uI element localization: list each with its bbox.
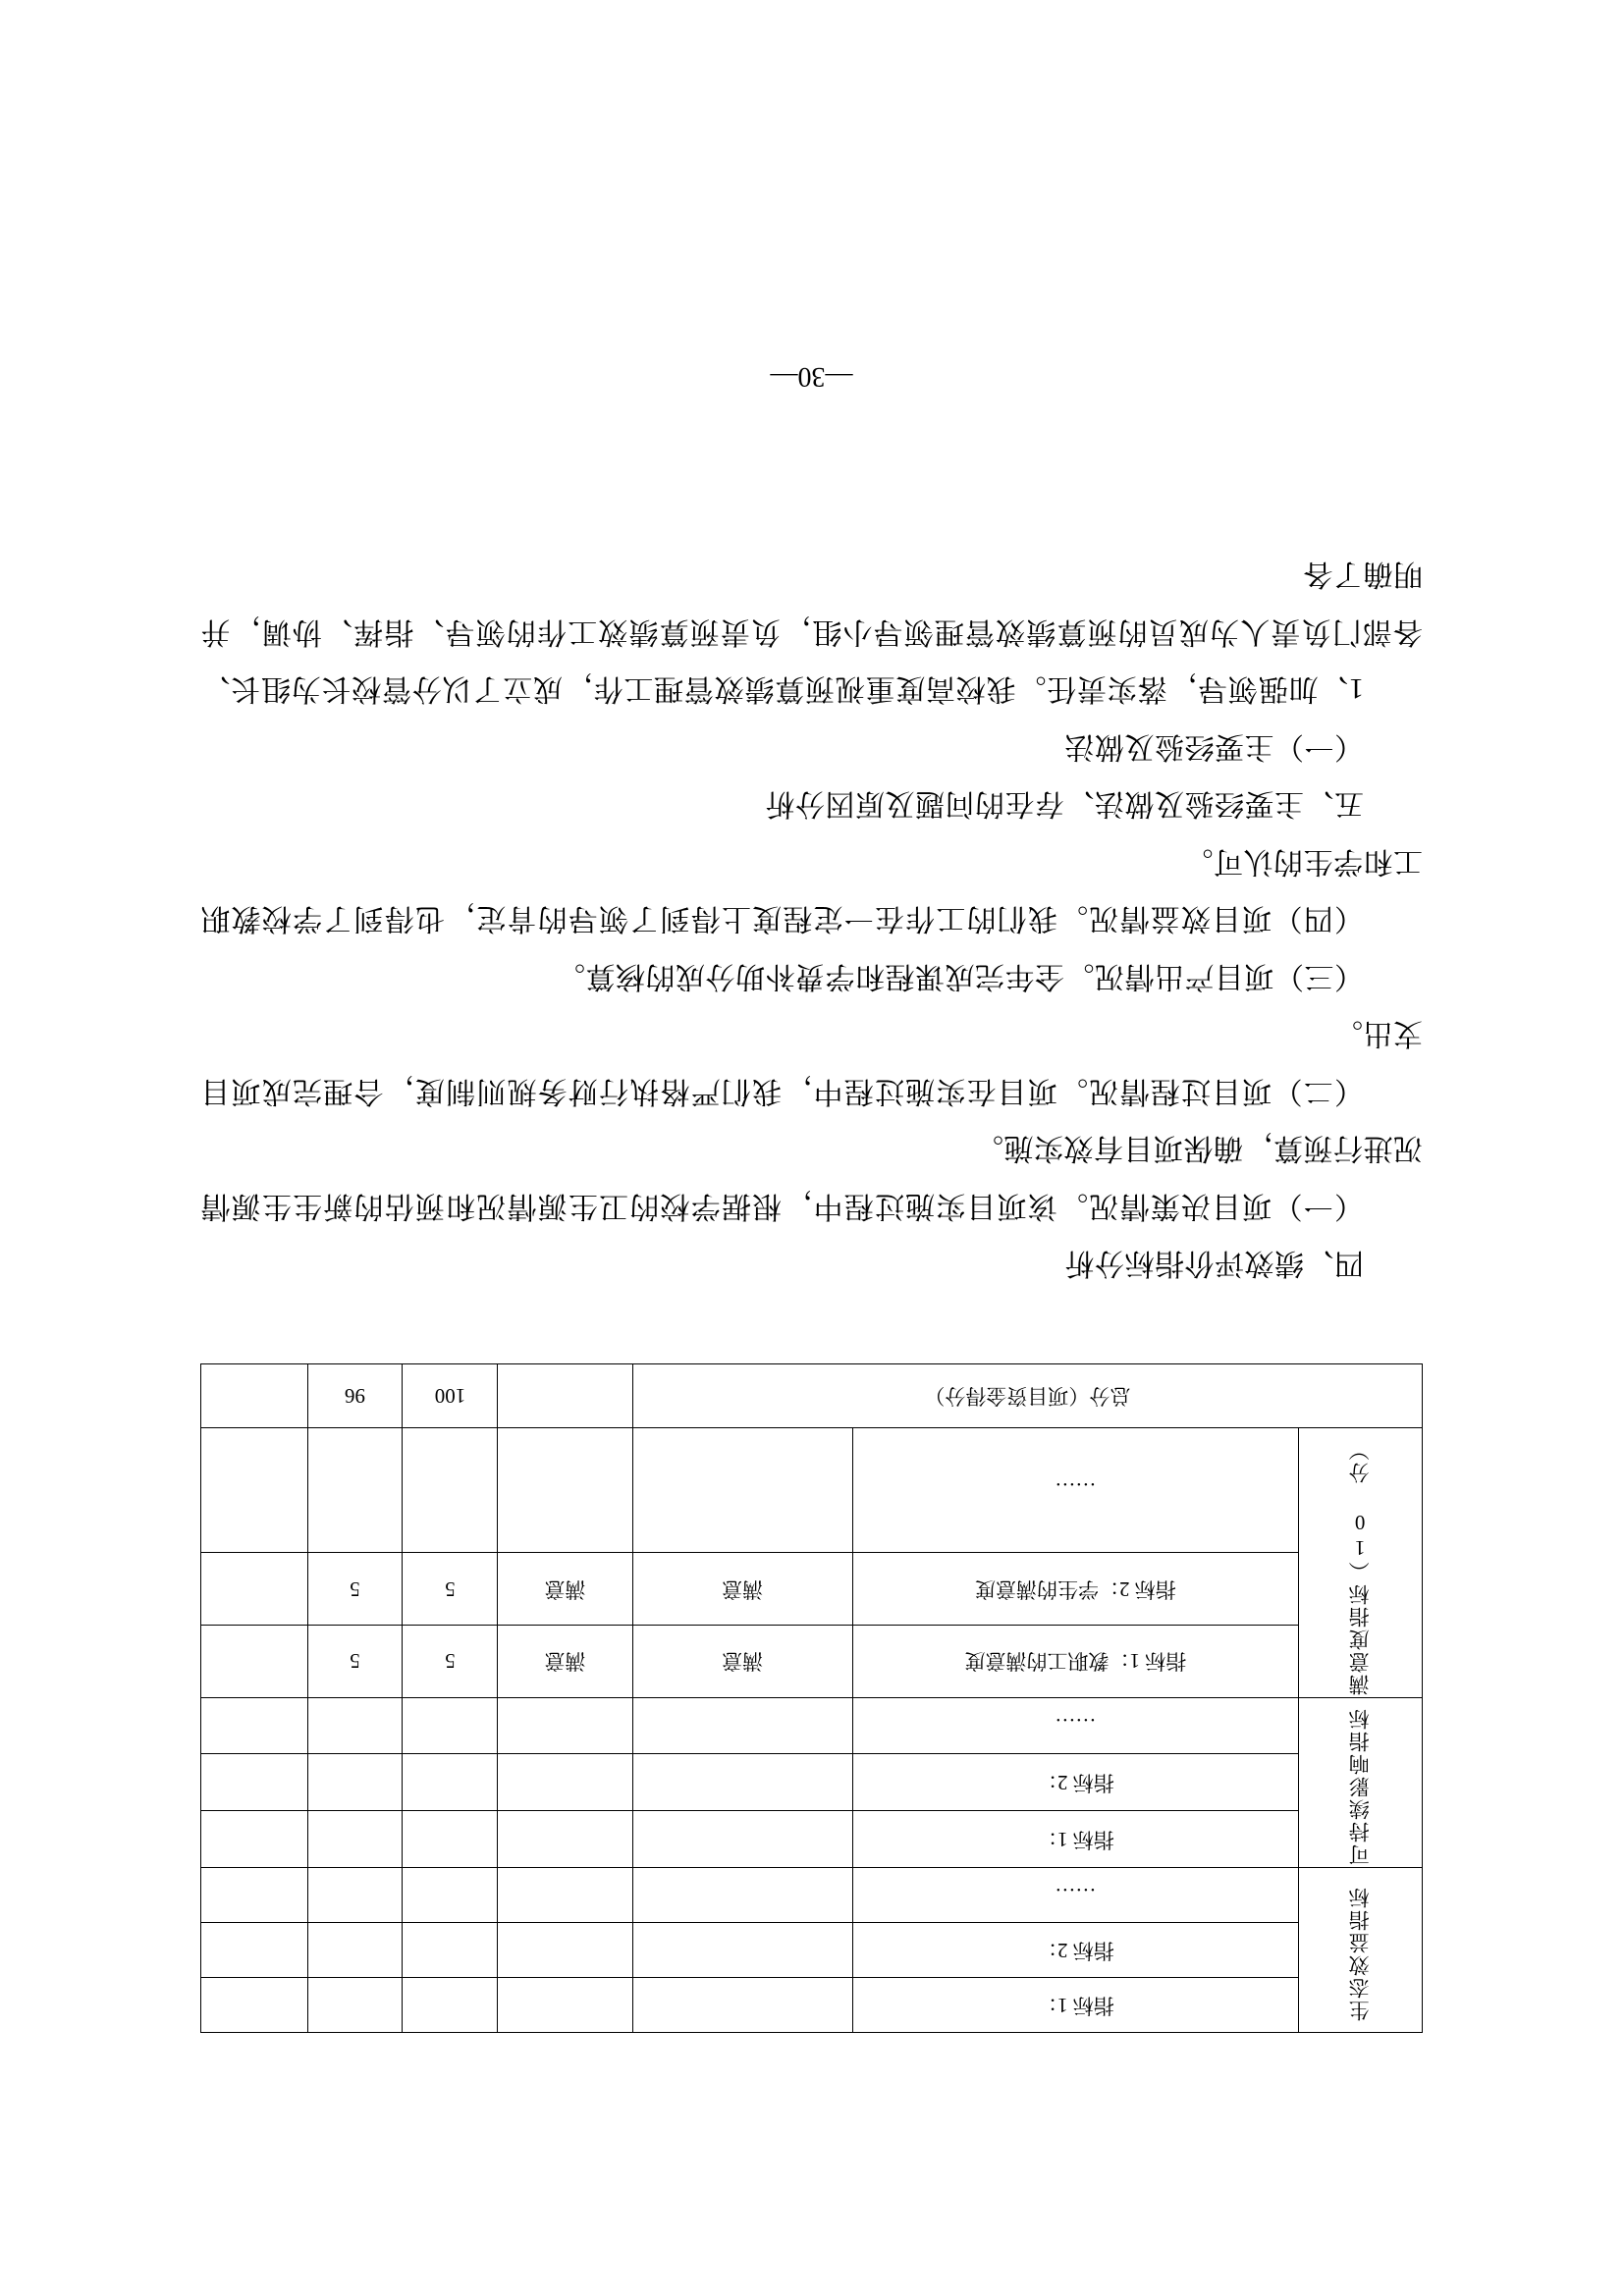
indicator-score-got bbox=[307, 1923, 403, 1978]
section-paragraph-4-2: （二）项目过程情况。项目在实施过程中，我们严格执行财务规则制度，合理完成项目支出。 bbox=[200, 1017, 1423, 1107]
table-total-row bbox=[201, 1364, 1423, 1428]
total-score-full: 100 bbox=[403, 1364, 498, 1428]
section-heading-5-1: （一）主要经验及做法 bbox=[1064, 729, 1364, 763]
indicator-name: 指标 1： bbox=[852, 1978, 1299, 2033]
total-score-got: 96 bbox=[307, 1364, 403, 1428]
indicator-value bbox=[632, 1428, 852, 1553]
indicator-name: 指标 1： bbox=[852, 1811, 1299, 1868]
section-paragraph-4-4: （四）项目效益情况。我们的工作在一定程度上得到了领导的肯定，也得到了学校教职工和学生的认可。 bbox=[200, 844, 1423, 935]
page-number bbox=[200, 360, 1423, 392]
table-row bbox=[201, 1978, 1423, 2033]
indicator-score-got bbox=[307, 1868, 403, 1923]
group-label-satisfaction: 满意度指标（10 分） bbox=[1299, 1428, 1423, 1697]
section-paragraph-4-1: （一）项目决策情况。该项目实施过程中，根据学校的卫生源情况和预估的新生生源情况进行预算，确保项目有效实施。 bbox=[200, 1132, 1423, 1222]
indicator-score-full bbox=[403, 1428, 498, 1553]
report-body bbox=[200, 545, 1423, 1292]
indicator-score-full bbox=[403, 1697, 498, 1754]
indicator-standard bbox=[498, 1978, 632, 2033]
indicator-score-got bbox=[307, 1754, 403, 1811]
indicator-value bbox=[632, 1697, 852, 1754]
indicator-remark bbox=[201, 1754, 308, 1811]
indicator-name: 指标 1：教职工的满意度 bbox=[852, 1625, 1299, 1697]
total-remark bbox=[201, 1364, 308, 1428]
indicator-remark bbox=[201, 1697, 308, 1754]
total-standard bbox=[498, 1364, 632, 1428]
indicator-score-full: 5 bbox=[403, 1552, 498, 1625]
indicator-score-got: 5 bbox=[307, 1625, 403, 1697]
indicator-score-got bbox=[307, 1697, 403, 1754]
section-paragraph-5-1-1: 1、加强领导，落实责任。我校高度重视预算绩效管理工作，成立了以分管校长为组长、各部门负责人为成员的预算绩效管理领导小组，负责预算绩效工作的领导、指挥、协调，并明确了各 bbox=[200, 558, 1423, 706]
indicator-score-full bbox=[403, 1811, 498, 1868]
indicator-score-got: 5 bbox=[307, 1552, 403, 1625]
page-content bbox=[200, 545, 1423, 2033]
table-row bbox=[201, 1697, 1423, 1754]
indicator-name: …… bbox=[852, 1868, 1299, 1923]
indicator-score-got bbox=[307, 1978, 403, 2033]
section-paragraph-4-3: （三）项目产出情况。全年完成课程和学费补助分成的核算。 bbox=[555, 959, 1364, 992]
table-row bbox=[201, 1625, 1423, 1697]
group-label-sustain: 可持续影响指标 bbox=[1299, 1697, 1423, 1867]
indicator-value bbox=[632, 1811, 852, 1868]
indicator-name: 指标 2： bbox=[852, 1923, 1299, 1978]
indicator-standard bbox=[498, 1428, 632, 1553]
indicator-name: …… bbox=[852, 1697, 1299, 1754]
indicator-standard bbox=[498, 1754, 632, 1811]
page-number-text: —30— bbox=[770, 361, 853, 392]
indicator-remark bbox=[201, 1868, 308, 1923]
indicator-remark bbox=[201, 1625, 308, 1697]
indicator-score-got bbox=[307, 1428, 403, 1553]
indicator-standard: 满意 bbox=[498, 1625, 632, 1697]
indicator-remark bbox=[201, 1978, 308, 2033]
indicator-remark bbox=[201, 1923, 308, 1978]
indicator-standard bbox=[498, 1868, 632, 1923]
performance-indicator-table bbox=[200, 1363, 1423, 2033]
section-heading-4: 四、绩效评价指标分析 bbox=[1064, 1247, 1364, 1280]
indicator-score-got bbox=[307, 1811, 403, 1868]
section-heading-5: 五、主要经验及做法、存在的问题及原因分析 bbox=[765, 787, 1364, 821]
table-row bbox=[201, 1811, 1423, 1868]
table-row bbox=[201, 1923, 1423, 1978]
indicator-score-full bbox=[403, 1868, 498, 1923]
indicator-name: 指标 2： bbox=[852, 1754, 1299, 1811]
indicator-value bbox=[632, 1868, 852, 1923]
table-row bbox=[201, 1428, 1423, 1553]
total-label: 总分（项目资金得分） bbox=[632, 1364, 1422, 1428]
indicator-value: 满意 bbox=[632, 1625, 852, 1697]
table-row bbox=[201, 1754, 1423, 1811]
indicator-standard bbox=[498, 1811, 632, 1868]
table-row bbox=[201, 1552, 1423, 1625]
indicator-standard bbox=[498, 1697, 632, 1754]
indicator-name: 指标 2：学生的满意度 bbox=[852, 1552, 1299, 1625]
indicator-standard bbox=[498, 1923, 632, 1978]
indicator-standard: 满意 bbox=[498, 1552, 632, 1625]
indicator-value: 满意 bbox=[632, 1552, 852, 1625]
indicator-name: …… bbox=[852, 1428, 1299, 1553]
table-row bbox=[201, 1868, 1423, 1923]
indicator-score-full bbox=[403, 1978, 498, 2033]
indicator-remark bbox=[201, 1552, 308, 1625]
indicator-value bbox=[632, 1754, 852, 1811]
group-label-eco: 生态效益指标 bbox=[1299, 1868, 1423, 2033]
indicator-value bbox=[632, 1923, 852, 1978]
indicator-score-full: 5 bbox=[403, 1625, 498, 1697]
indicator-remark bbox=[201, 1428, 308, 1553]
indicator-score-full bbox=[403, 1923, 498, 1978]
indicator-remark bbox=[201, 1811, 308, 1868]
indicator-score-full bbox=[403, 1754, 498, 1811]
indicator-value bbox=[632, 1978, 852, 2033]
